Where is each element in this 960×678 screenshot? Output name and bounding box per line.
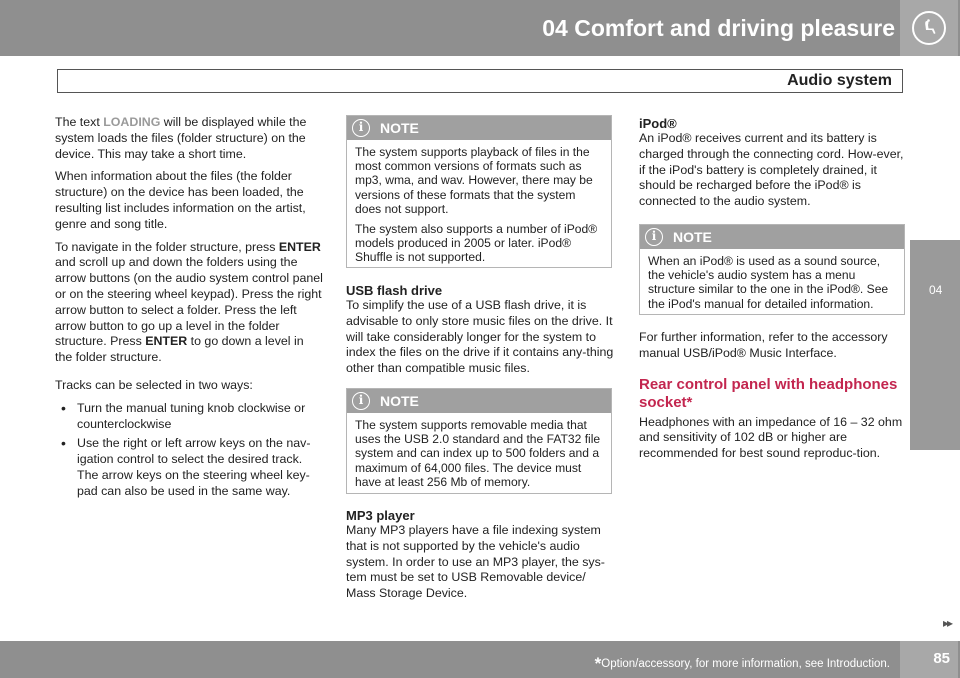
ipod-text: An iPod® receives current and its battery is charged through the connecting cord. How-ever, if the iPod's battery is completely drained, it should be recharged before the iPod® is connected to the audio system. bbox=[639, 131, 904, 209]
header-bar bbox=[0, 0, 960, 56]
page-number: 85 bbox=[933, 650, 950, 667]
info-icon: i bbox=[352, 119, 370, 137]
usb-section bbox=[346, 283, 614, 384]
tracks-list bbox=[55, 401, 323, 500]
list-item: • Use the right or left arrow keys on the nav-igation control to select the desired track. The arrow keys on the steering wheel key-pad can also be used in the same way. bbox=[55, 436, 323, 499]
info-icon: i bbox=[352, 392, 370, 410]
note-title: NOTE bbox=[380, 393, 419, 409]
chapter-title: 04 Comfort and driving pleasure bbox=[542, 15, 895, 41]
column-1 bbox=[55, 115, 323, 504]
footer-bar bbox=[0, 641, 960, 678]
note-box bbox=[346, 115, 612, 268]
tracks-intro: Tracks can be selected in two ways: bbox=[55, 377, 253, 392]
further-info-text: For further information, refer to the accessory manual USB/iPod® Music Interface. bbox=[639, 330, 888, 360]
side-tab-label: 04 bbox=[929, 283, 943, 297]
enter-key-label: ENTER bbox=[278, 239, 321, 254]
mp3-text: Many MP3 players have a file indexing system that is not supported by the vehicle's audio system. In order to use an MP3 player, the sys-tem must be set to USB Removable device/ Mass Storage Device. bbox=[346, 523, 605, 601]
rear-panel-text: Headphones with an impedance of 16 – 32 ohm and sensitivity of 102 dB or higher are recommended for best sound reproduc-tion. bbox=[639, 414, 903, 461]
note-box bbox=[346, 388, 612, 494]
info-icon: i bbox=[645, 228, 663, 246]
note-text: When an iPod® is used as a sound source, the vehicle's audio system has a menu structure similar to the one in the iPod®. See the iPod's manual for detailed information. bbox=[648, 254, 889, 311]
usb-heading: USB flash drive bbox=[346, 283, 443, 298]
mp3-section bbox=[346, 508, 614, 609]
note-title: NOTE bbox=[673, 229, 712, 245]
section-title: Audio system bbox=[787, 72, 892, 89]
footnote-star: * bbox=[594, 654, 602, 673]
note-box bbox=[639, 224, 905, 315]
loading-paragraph: The text LOADING will be displayed while the system loads the files (folder structure) on the device. This may take a short time. bbox=[55, 115, 307, 161]
further-section bbox=[639, 330, 909, 469]
note-text: The system supports removable media that uses the USB 2.0 standard and the FAT32 file system and can index up to 500 folders and a maximum of 64,000 files. The device must have at least 256 Mb of memory. bbox=[355, 418, 601, 489]
chapter-side-tab bbox=[910, 240, 960, 450]
rear-panel-heading: Rear control panel with headphones socket* bbox=[639, 375, 898, 411]
ipod-section bbox=[639, 116, 907, 217]
list-item: • Turn the manual tuning knob clockwise or counterclockwise bbox=[55, 401, 323, 433]
section-title-box bbox=[57, 69, 903, 93]
next-page-arrows-icon: ▸▸ bbox=[942, 616, 951, 630]
ipod-heading: iPod® bbox=[639, 116, 677, 131]
note-text: The system also supports a number of iPod® models produced in 2005 or later. iPod® Shuffle is not supported. bbox=[355, 222, 598, 265]
note-text: The system supports playback of files in the most common versions of formats such as mp3, wma, and wav. However, there may be versions of these formats that the system does not support. bbox=[355, 145, 593, 216]
chapter-icon-box bbox=[900, 0, 958, 56]
note-title: NOTE bbox=[380, 120, 419, 136]
usb-text: To simplify the use of a USB flash drive, it is advisable to only store music files on the drive. It will take considerably longer for the system to index the files on the drive if it contains any-thing other than compatible music files. bbox=[346, 298, 614, 376]
navigate-paragraph: To navigate in the folder structure, press ENTER and scroll up and down the folders using the arrow buttons (on the audio system control panel or on the steering wheel keypad). Press the right arrow button to select a folder. Press the left arrow button to go up a level in the folder structure. Press ENTER to go down a level in the folder structure. bbox=[55, 239, 323, 365]
page-number-box bbox=[900, 641, 958, 678]
enter-key-label: ENTER bbox=[145, 334, 188, 349]
footnote-text: Option/accessory, for more information, see Introduction. bbox=[601, 658, 890, 670]
footnote bbox=[595, 654, 890, 674]
loading-label: LOADING bbox=[103, 115, 161, 129]
seat-icon bbox=[912, 11, 946, 45]
folder-info-paragraph: When information about the files (the folder structure) on the device has been loaded, the resulting list includes information on the artist, genre and song title. bbox=[55, 169, 306, 231]
mp3-heading: MP3 player bbox=[346, 508, 415, 523]
